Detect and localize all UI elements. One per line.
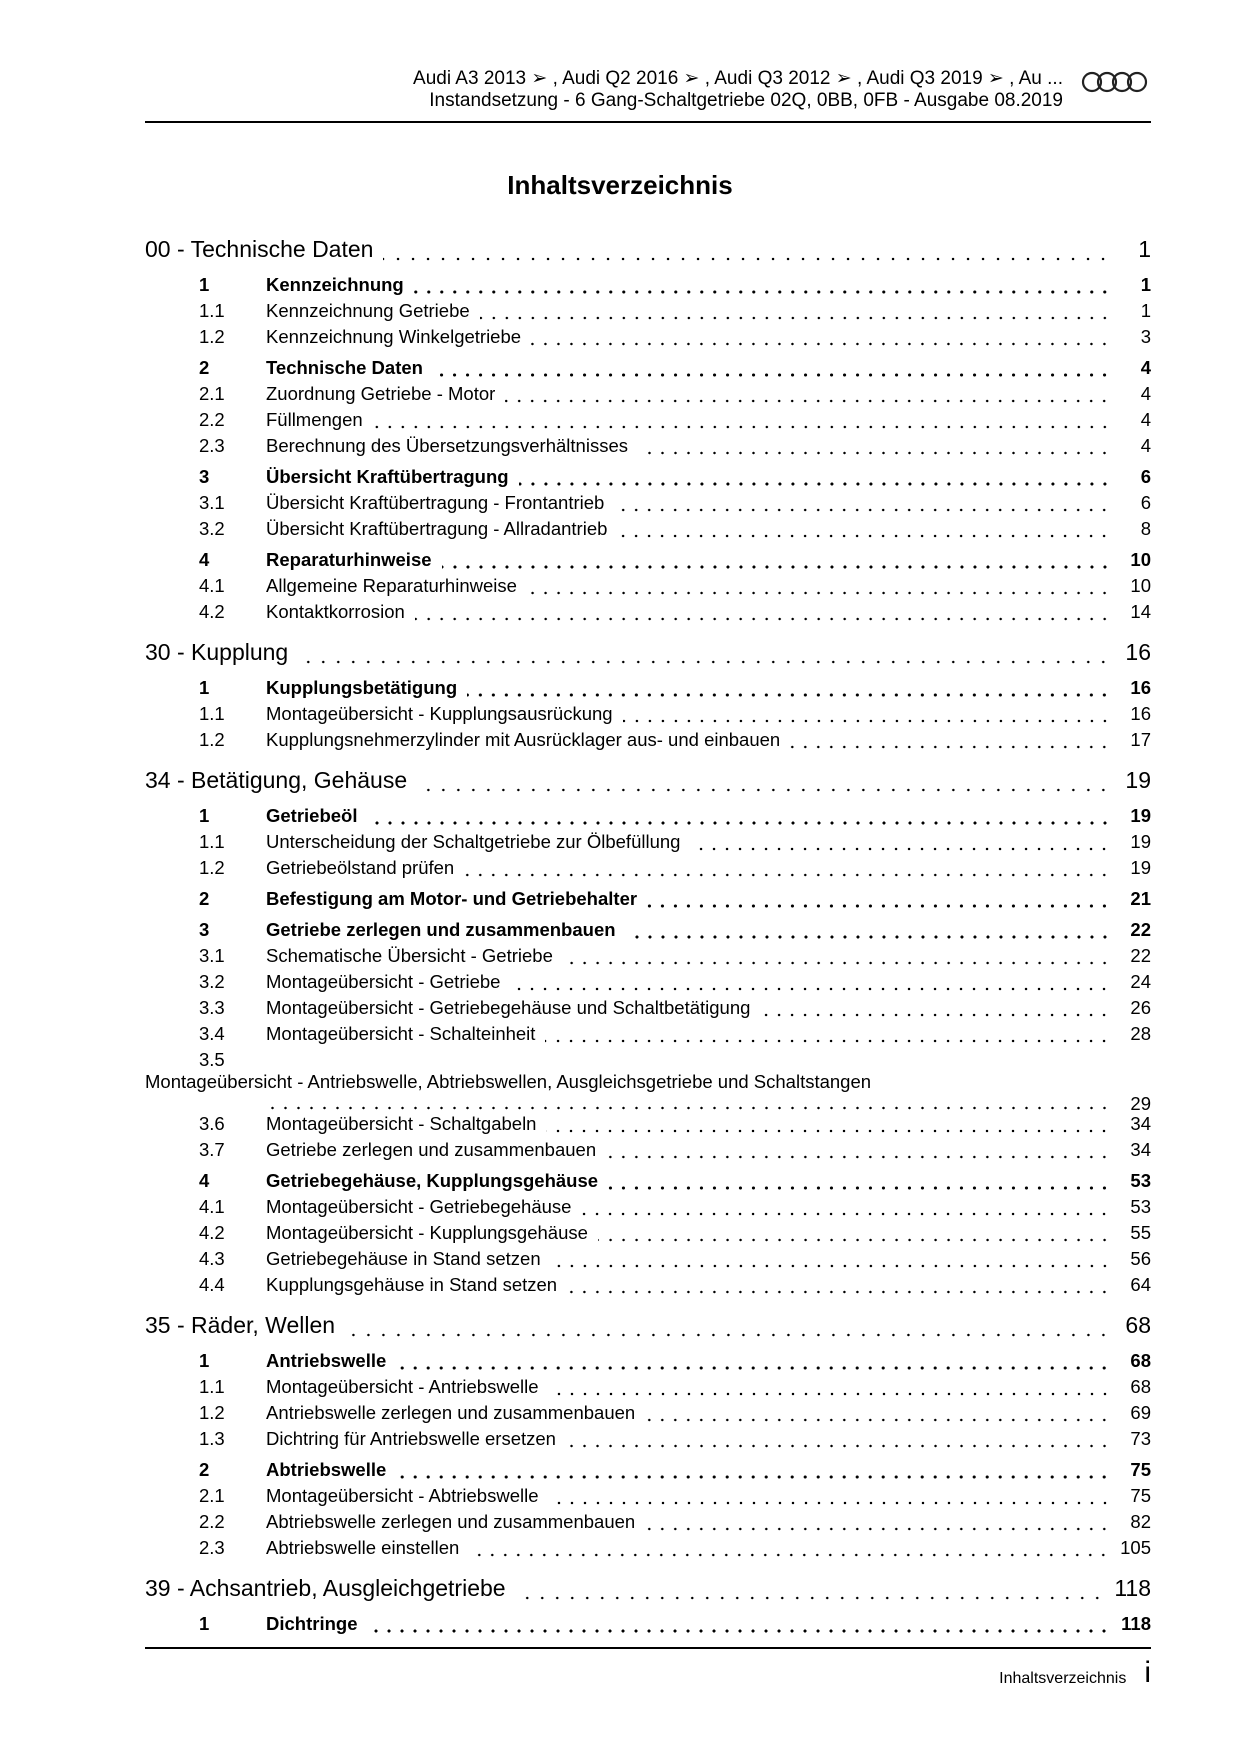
- audi-rings-logo-icon: [1081, 71, 1151, 93]
- toc-entry-title: Montageübersicht - Getriebe: [266, 971, 501, 992]
- toc-entry-title: Kennzeichnung Getriebe: [266, 300, 470, 321]
- dot-leader: [383, 257, 1111, 261]
- toc-entry-title: 39 - Achsantrieb, Ausgleichgetriebe: [145, 1575, 506, 1601]
- toc-entry[interactable]: [145, 1023, 1151, 1049]
- toc-entry-page: 4: [1140, 435, 1151, 456]
- toc-section-entry[interactable]: [145, 1575, 1151, 1608]
- toc-entry-title: Getriebegehäuse, Kupplungsgehäuse: [266, 1170, 599, 1191]
- toc-entry-number: 4.4: [199, 1274, 225, 1295]
- dot-leader: [415, 617, 1111, 621]
- dot-leader: [531, 342, 1111, 346]
- dot-leader: [614, 508, 1111, 512]
- toc-entry-title: Montageübersicht - Kupplungsausrückung: [266, 703, 613, 724]
- toc-entry-title: Antriebswelle: [266, 1350, 387, 1371]
- toc-entry[interactable]: [145, 1139, 1151, 1165]
- dot-leader: [367, 1629, 1111, 1633]
- dot-leader: [790, 745, 1111, 749]
- header-subtitle: Instandsetzung - 6 Gang-Schaltgetriebe 02Q, 0BB, 0FB - Ausgabe 08.2019: [429, 90, 1063, 111]
- toc-entry[interactable]: [145, 945, 1151, 971]
- toc-entry[interactable]: [145, 601, 1151, 627]
- toc-entry-title: Getriebeölstand prüfen: [266, 857, 455, 878]
- toc-entry-page: 4: [1140, 383, 1151, 404]
- toc-entry-title: Reparaturhinweise: [266, 549, 432, 570]
- toc-entry-number: 3.1: [199, 492, 225, 513]
- dot-leader: [442, 565, 1111, 569]
- toc-entry[interactable]: [145, 831, 1151, 857]
- toc-entry-page: 34: [1130, 1113, 1151, 1134]
- toc-entry[interactable]: [145, 1511, 1151, 1537]
- toc-entry[interactable]: [145, 1376, 1151, 1402]
- page-title: Inhaltsverzeichnis: [507, 170, 733, 200]
- toc-entry[interactable]: [145, 1113, 1151, 1139]
- dot-leader: [505, 399, 1111, 403]
- toc-entry-title: Getriebe zerlegen und zusammenbauen: [266, 1139, 597, 1160]
- toc-chapter-entry[interactable]: [145, 549, 1151, 575]
- toc-entry-number: 3.2: [199, 518, 225, 539]
- toc-entry-title: Montageübersicht - Abtriebswelle: [266, 1485, 539, 1506]
- toc-entry-page: 82: [1130, 1511, 1151, 1532]
- toc-entry-number: 2.2: [199, 1511, 225, 1532]
- header-models: Audi A3 2013 ➢ , Audi Q2 2016 ➢ , Audi Q3 2012 ➢ , Audi Q3 2019 ➢ , Au ...: [413, 68, 1063, 89]
- toc-chapter-entry[interactable]: [145, 1613, 1151, 1639]
- toc-entry-page: 56: [1130, 1248, 1151, 1269]
- toc-entry-number: 4.2: [199, 1222, 225, 1243]
- toc-entry-number: 2: [199, 357, 210, 378]
- toc-entry-number: 1.1: [199, 1376, 225, 1397]
- dot-leader: [566, 1444, 1111, 1448]
- toc-entry-page: 6: [1140, 492, 1151, 513]
- dot-leader: [545, 1039, 1111, 1043]
- dot-leader: [396, 1475, 1111, 1479]
- toc-entry-page: 75: [1130, 1459, 1151, 1480]
- toc-entry-page: 55: [1130, 1222, 1151, 1243]
- toc-entry-page: 19: [1125, 767, 1151, 793]
- toc-entry-number: 3.2: [199, 971, 225, 992]
- dot-leader: [606, 1155, 1111, 1159]
- toc-entry-title: 34 - Betätigung, Gehäuse: [145, 767, 408, 793]
- toc-entry-page: 4: [1140, 409, 1151, 430]
- toc-entry-number: 3: [199, 919, 210, 940]
- toc-entry[interactable]: [145, 518, 1151, 544]
- toc-entry-page: 1: [1140, 274, 1151, 295]
- dot-leader: [690, 847, 1111, 851]
- dot-leader: [581, 1212, 1111, 1216]
- toc-chapter-entry[interactable]: [145, 919, 1151, 945]
- toc-entry-page: 29: [1130, 1093, 1151, 1114]
- toc-entry-page: 75: [1130, 1485, 1151, 1506]
- footer-label: Inhaltsverzeichnis: [999, 1670, 1127, 1687]
- toc-entry-title: Getriebegehäuse in Stand setzen: [266, 1248, 541, 1269]
- toc-entry-page: 69: [1130, 1402, 1151, 1423]
- running-header: [145, 68, 1151, 112]
- toc-entry-title: Kupplungsgehäuse in Stand setzen: [266, 1274, 558, 1295]
- toc-entry[interactable]: [145, 1049, 1151, 1113]
- toc-entry-number: 1: [199, 1613, 210, 1634]
- dot-leader: [519, 482, 1111, 486]
- dot-leader: [298, 660, 1111, 664]
- toc-entry-title: Getriebe zerlegen und zusammenbauen: [266, 919, 616, 940]
- toc-entry-page: 10: [1130, 549, 1151, 570]
- toc-entry-number: 3.3: [199, 997, 225, 1018]
- toc-entry-title: Übersicht Kraftübertragung: [266, 466, 509, 487]
- toc-entry-title: Dichtring für Antriebswelle ersetzen: [266, 1428, 556, 1449]
- toc-entry[interactable]: [145, 326, 1151, 352]
- toc-entry-title: Montageübersicht - Antriebswelle: [266, 1376, 539, 1397]
- toc-entry-number: 4: [199, 549, 210, 570]
- toc-entry-number: 2.1: [199, 1485, 225, 1506]
- toc-section-entry[interactable]: [145, 236, 1151, 269]
- toc-entry[interactable]: [145, 1196, 1151, 1222]
- toc-entry-title: Antriebswelle zerlegen und zusammenbauen: [266, 1402, 636, 1423]
- dot-leader: [645, 1418, 1111, 1422]
- dot-leader: [368, 821, 1112, 825]
- header-rule: [145, 121, 1151, 123]
- toc-entry-page: 16: [1130, 677, 1151, 698]
- dot-leader: [626, 935, 1111, 939]
- dot-leader: [464, 873, 1111, 877]
- toc-entry-number: 2: [199, 888, 210, 909]
- toc-entry[interactable]: [145, 997, 1151, 1023]
- toc-entry[interactable]: [145, 1248, 1151, 1274]
- toc-entry-number: 2.3: [199, 435, 225, 456]
- toc-entry-number: 3.7: [199, 1139, 225, 1160]
- dot-leader: [417, 788, 1111, 792]
- toc-entry[interactable]: [145, 857, 1151, 883]
- toc-entry-number: 1.2: [199, 857, 225, 878]
- toc-entry-page: 24: [1130, 971, 1151, 992]
- dot-leader: [617, 534, 1111, 538]
- toc-entry-number: 3.6: [199, 1113, 225, 1134]
- toc-entry-page: 68: [1130, 1376, 1151, 1397]
- toc-entry-title: Schematische Übersicht - Getriebe: [266, 945, 553, 966]
- toc-entry-page: 118: [1121, 1613, 1151, 1634]
- toc-entry-title: Allgemeine Reparaturhinweise: [266, 575, 517, 596]
- toc-entry[interactable]: [145, 409, 1151, 435]
- toc-entry-number: 1: [199, 677, 210, 698]
- toc-entry-page: 19: [1130, 831, 1151, 852]
- toc-entry-number: 3.4: [199, 1023, 225, 1044]
- toc-entry-title: Kupplungsnehmerzylinder mit Ausrücklager aus- und einbauen: [266, 729, 781, 750]
- dot-leader: [469, 1553, 1110, 1557]
- toc-entry-title: 35 - Räder, Wellen: [145, 1312, 336, 1338]
- toc-entry-number: 1.3: [199, 1428, 225, 1449]
- toc-entry-page: 10: [1130, 575, 1151, 596]
- toc-chapter-entry[interactable]: [145, 1459, 1151, 1485]
- toc-entry-title: Übersicht Kraftübertragung - Frontantrieb: [266, 492, 605, 513]
- dot-leader: [760, 1013, 1111, 1017]
- toc-entry-page: 68: [1130, 1350, 1151, 1371]
- toc-entry-page: 1: [1138, 236, 1151, 262]
- toc-entry-title: Montageübersicht - Kupplungsgehäuse: [266, 1222, 588, 1243]
- dot-leader: [638, 451, 1111, 455]
- toc-entry-number: 1.1: [199, 703, 225, 724]
- toc-entry-number: 1.2: [199, 1402, 225, 1423]
- dot-leader: [551, 1264, 1111, 1268]
- toc-entry[interactable]: [145, 300, 1151, 326]
- dot-leader: [567, 1290, 1111, 1294]
- toc-entry-title: Kontaktkorrosion: [266, 601, 405, 622]
- toc-entry-title: Berechnung des Übersetzungsverhältnisses: [266, 435, 628, 456]
- footer-rule: [145, 1647, 1151, 1649]
- toc-entry-title: Montageübersicht - Getriebegehäuse und Schaltbetätigung: [266, 997, 751, 1018]
- toc-entry-page: 17: [1130, 729, 1151, 750]
- toc-entry-page: 16: [1125, 639, 1151, 665]
- toc-entry-page: 14: [1130, 601, 1151, 622]
- dot-leader: [598, 1238, 1111, 1242]
- toc-entry-page: 19: [1130, 805, 1151, 826]
- toc-entry[interactable]: [145, 703, 1151, 729]
- dot-leader: [373, 425, 1111, 429]
- dot-leader: [345, 1333, 1111, 1337]
- dot-leader: [266, 1106, 1111, 1110]
- toc-entry-number: 1: [199, 1350, 210, 1371]
- toc-chapter-entry[interactable]: [145, 466, 1151, 492]
- toc-chapter-entry[interactable]: [145, 1350, 1151, 1376]
- toc-entry-title: Montageübersicht - Getriebegehäuse: [266, 1196, 572, 1217]
- toc-entry-title: Getriebeöl: [266, 805, 358, 826]
- toc-entry[interactable]: [145, 492, 1151, 518]
- toc-entry-number: 2.2: [199, 409, 225, 430]
- dot-leader: [549, 1392, 1111, 1396]
- dot-leader: [516, 1596, 1105, 1600]
- dot-leader: [623, 719, 1111, 723]
- toc-entry-title: Dichtringe: [266, 1613, 358, 1634]
- toc-entry-page: 4: [1140, 357, 1151, 378]
- toc-entry-title: Abtriebswelle: [266, 1459, 387, 1480]
- toc-entry-continuation: [145, 1093, 1151, 1113]
- toc-entry-title: Montageübersicht - Schaltgabeln: [266, 1113, 537, 1134]
- toc-entry-title: Technische Daten: [266, 357, 423, 378]
- dot-leader: [563, 961, 1111, 965]
- toc-entry-page: 73: [1130, 1428, 1151, 1449]
- toc-entry-number: 3: [199, 466, 210, 487]
- dot-leader: [467, 693, 1111, 697]
- toc-entry-page: 21: [1130, 888, 1151, 909]
- table-of-contents: [145, 236, 1151, 1639]
- toc-chapter-entry[interactable]: [145, 1170, 1151, 1196]
- toc-entry-number: 1.1: [199, 831, 225, 852]
- toc-entry-page: 34: [1130, 1139, 1151, 1160]
- toc-entry[interactable]: [145, 383, 1151, 409]
- toc-entry-title: Zuordnung Getriebe - Motor: [266, 383, 496, 404]
- toc-entry[interactable]: [145, 1485, 1151, 1511]
- footer: [999, 1658, 1151, 1688]
- toc-entry[interactable]: [145, 575, 1151, 601]
- toc-entry-title: Befestigung am Motor- und Getriebehalter: [266, 888, 638, 909]
- toc-entry-page: 53: [1130, 1170, 1151, 1191]
- toc-entry-page: 28: [1130, 1023, 1151, 1044]
- toc-section-entry[interactable]: [145, 767, 1151, 800]
- toc-entry-number: 2.3: [199, 1537, 225, 1558]
- toc-entry-page: 68: [1125, 1312, 1151, 1338]
- toc-entry-number: 4: [199, 1170, 210, 1191]
- dot-leader: [647, 904, 1111, 908]
- toc-entry-page: 19: [1130, 857, 1151, 878]
- toc-entry[interactable]: [145, 1537, 1151, 1563]
- toc-entry-number: 1.2: [199, 326, 225, 347]
- dot-leader: [433, 373, 1111, 377]
- toc-entry[interactable]: [145, 1274, 1151, 1300]
- toc-chapter-entry[interactable]: [145, 677, 1151, 703]
- toc-entry-page: 1: [1140, 300, 1151, 321]
- toc-entry-page: 26: [1130, 997, 1151, 1018]
- toc-entry-number: 1.2: [199, 729, 225, 750]
- footer-page-number: i: [1144, 1656, 1151, 1689]
- toc-entry-title: Abtriebswelle zerlegen und zusammenbauen: [266, 1511, 636, 1532]
- toc-entry[interactable]: [145, 1428, 1151, 1454]
- toc-entry-page: 118: [1114, 1575, 1151, 1601]
- toc-chapter-entry[interactable]: [145, 805, 1151, 831]
- dot-leader: [510, 987, 1111, 991]
- toc-entry-title: Kupplungsbetätigung: [266, 677, 458, 698]
- toc-entry-number: 4.1: [199, 1196, 225, 1217]
- toc-entry-title: Füllmengen: [266, 409, 363, 430]
- toc-entry-page: 64: [1130, 1274, 1151, 1295]
- toc-entry-title: Montageübersicht - Schalteinheit: [266, 1023, 536, 1044]
- dot-leader: [396, 1366, 1111, 1370]
- toc-entry-page: 6: [1140, 466, 1151, 487]
- toc-entry-title: 30 - Kupplung: [145, 639, 289, 665]
- toc-entry-title: 00 - Technische Daten: [145, 236, 374, 262]
- toc-chapter-entry[interactable]: [145, 888, 1151, 914]
- toc-chapter-entry[interactable]: [145, 357, 1151, 383]
- toc-entry-page: 53: [1130, 1196, 1151, 1217]
- toc-entry-number: 3.1: [199, 945, 225, 966]
- toc-entry-page: 3: [1140, 326, 1151, 347]
- dot-leader: [480, 316, 1111, 320]
- toc-chapter-entry[interactable]: [145, 274, 1151, 300]
- toc-entry-page: 8: [1140, 518, 1151, 539]
- toc-entry[interactable]: [145, 435, 1151, 461]
- toc-entry-number: 4.1: [199, 575, 225, 596]
- toc-entry-number: 1: [199, 274, 210, 295]
- toc-entry-number: 4.3: [199, 1248, 225, 1269]
- toc-entry-number: 3.5: [199, 1049, 225, 1070]
- toc-entry[interactable]: [145, 971, 1151, 997]
- toc-entry-number: 2.1: [199, 383, 225, 404]
- dot-leader: [414, 290, 1111, 294]
- toc-entry-title: Montageübersicht - Antriebswelle, Abtriebswellen, Ausgleichsgetriebe und Schaltstangen: [145, 1071, 872, 1092]
- toc-entry-title: Abtriebswelle einstellen: [266, 1537, 460, 1558]
- toc-entry-page: 22: [1130, 945, 1151, 966]
- dot-leader: [549, 1501, 1111, 1505]
- dot-leader: [527, 591, 1111, 595]
- toc-entry-page: 22: [1130, 919, 1151, 940]
- dot-leader: [645, 1527, 1111, 1531]
- toc-entry-number: 1.1: [199, 300, 225, 321]
- toc-section-entry[interactable]: [145, 1312, 1151, 1345]
- toc-entry-page: 16: [1130, 703, 1151, 724]
- toc-entry[interactable]: [145, 729, 1151, 755]
- toc-entry[interactable]: [145, 1222, 1151, 1248]
- toc-section-entry[interactable]: [145, 639, 1151, 672]
- dot-leader: [546, 1129, 1111, 1133]
- dot-leader: [608, 1186, 1111, 1190]
- toc-entry-number: 4.2: [199, 601, 225, 622]
- toc-entry-number: 1: [199, 805, 210, 826]
- toc-entry-title: Unterscheidung der Schaltgetriebe zur Ölbefüllung: [266, 831, 681, 852]
- toc-entry-page: 105: [1120, 1537, 1151, 1558]
- toc-entry[interactable]: [145, 1402, 1151, 1428]
- toc-entry-title: Übersicht Kraftübertragung - Allradantrieb: [266, 518, 608, 539]
- toc-entry-title: Kennzeichnung: [266, 274, 404, 295]
- toc-entry-title: Kennzeichnung Winkelgetriebe: [266, 326, 522, 347]
- toc-entry-number: 2: [199, 1459, 210, 1480]
